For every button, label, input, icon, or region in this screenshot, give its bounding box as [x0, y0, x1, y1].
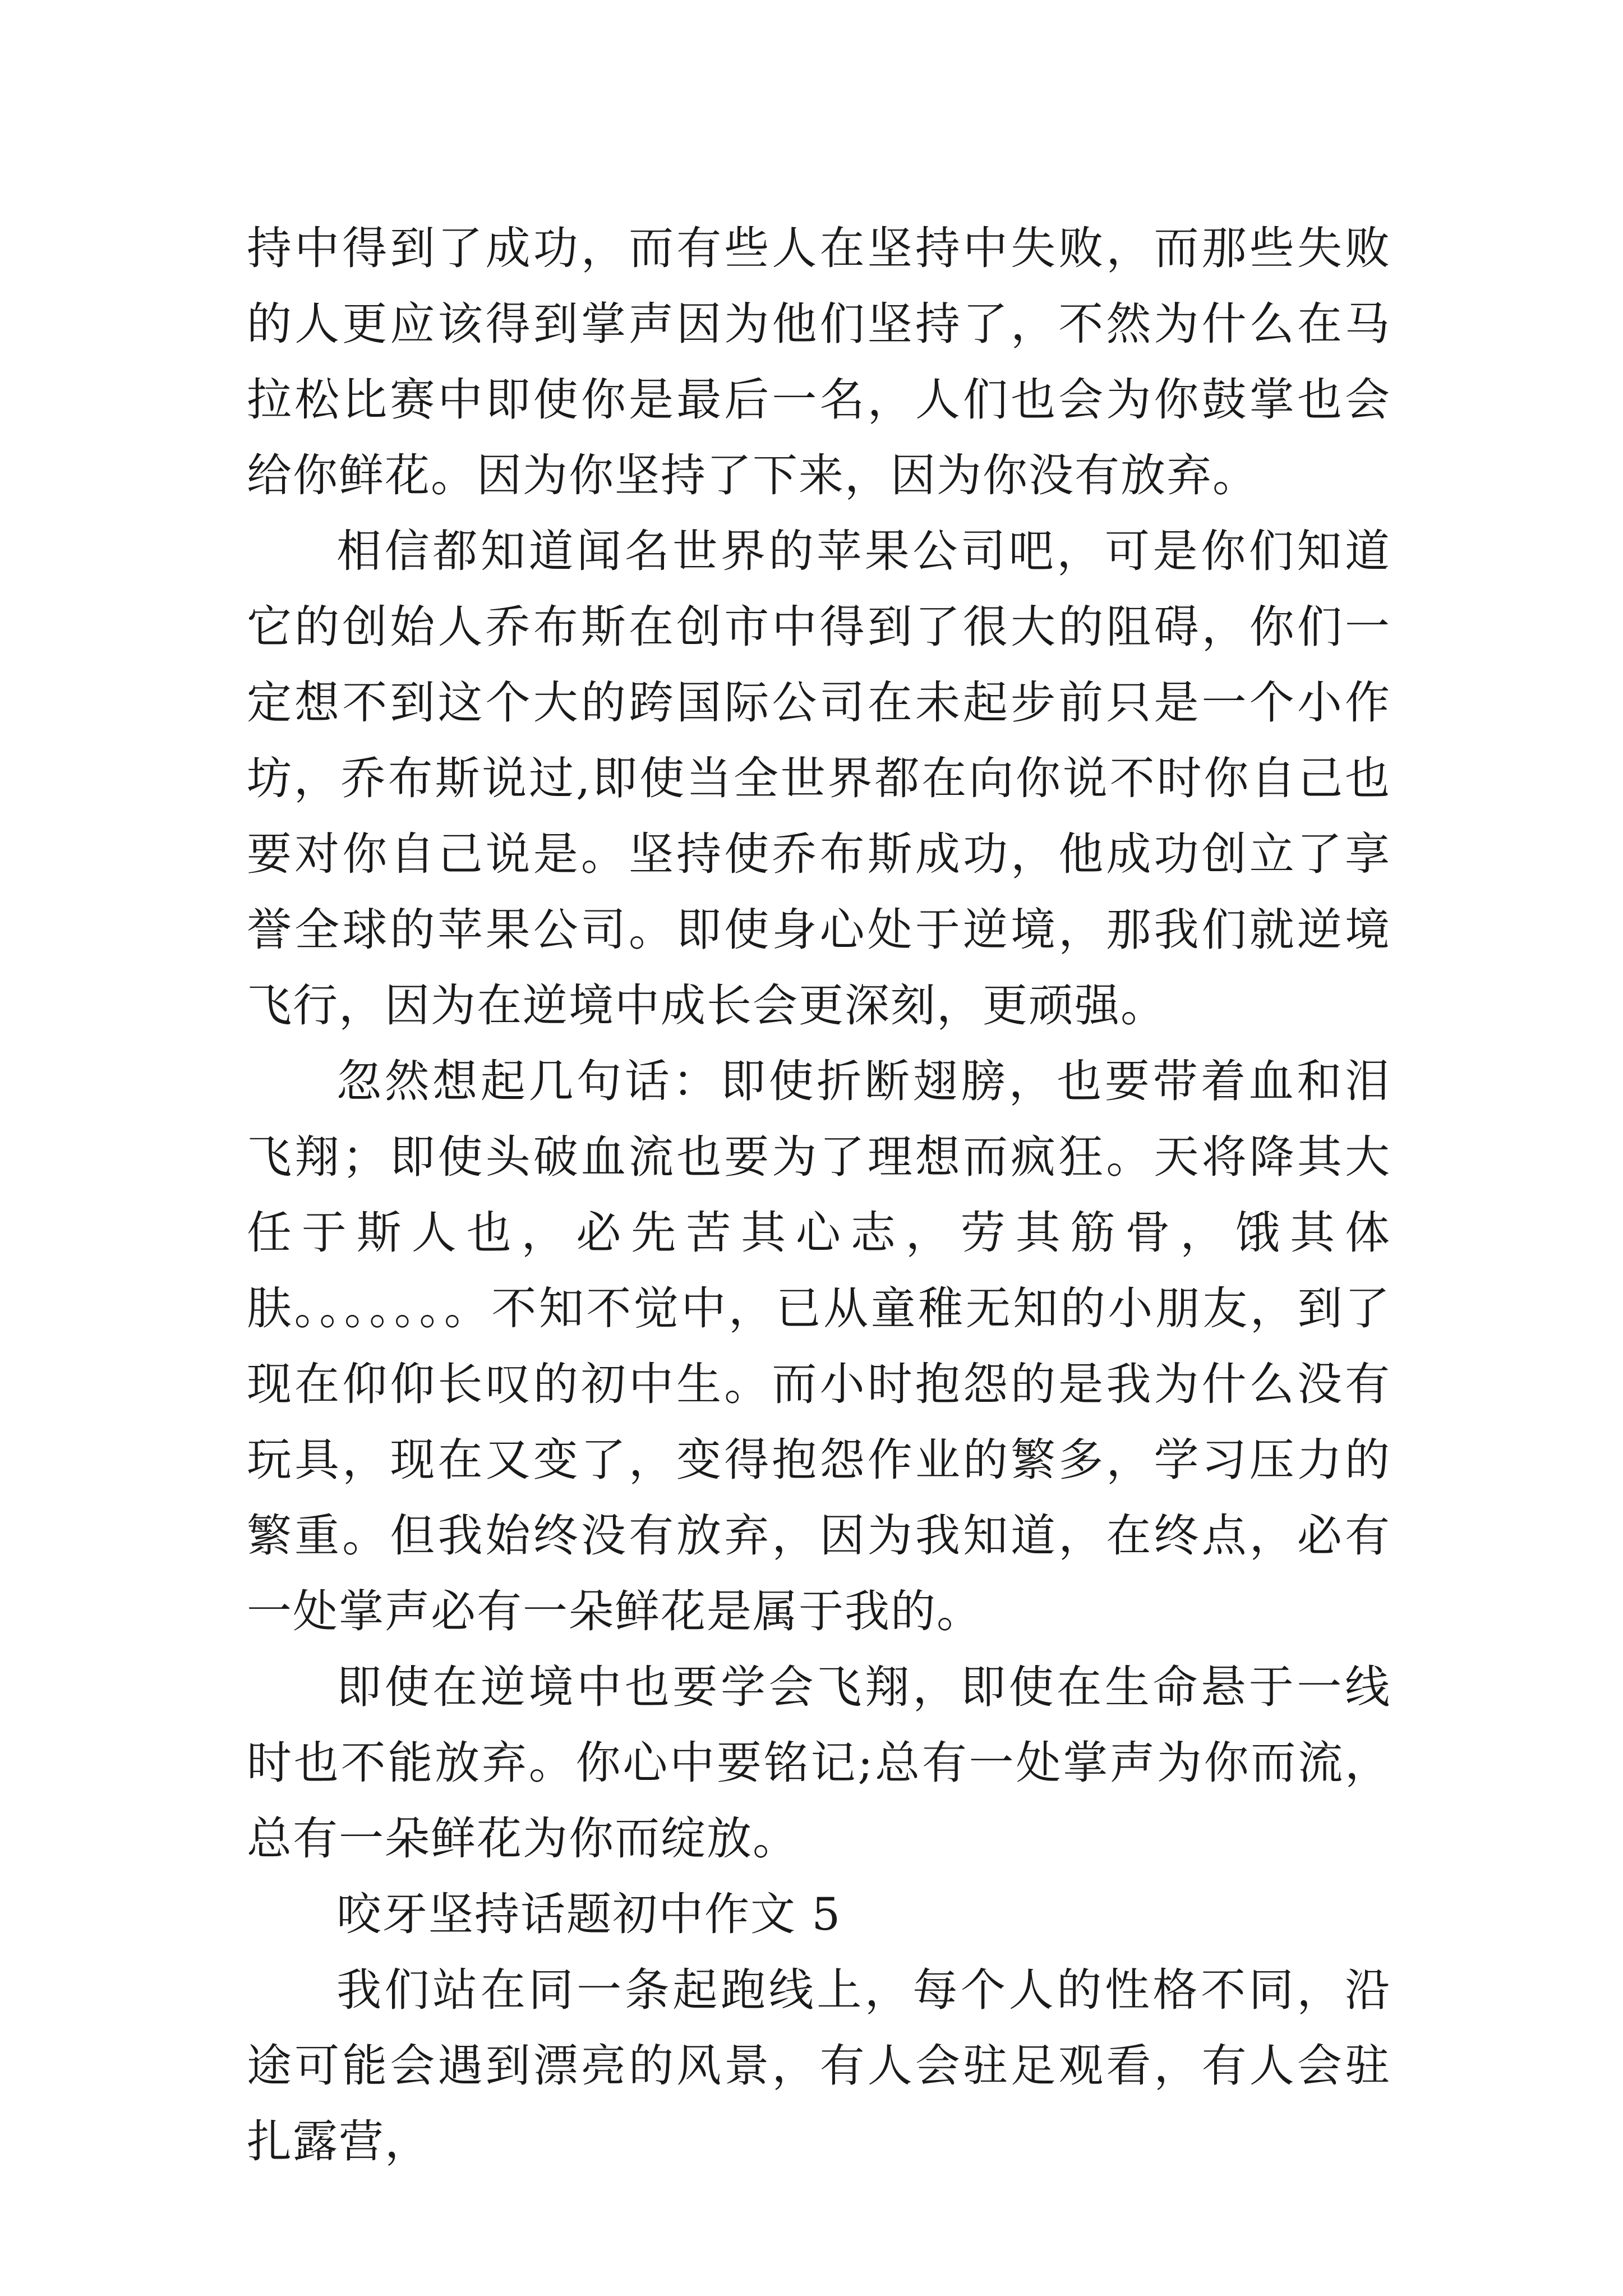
paragraph-sudden-thoughts: 忽然想起几句话：即使折断翅膀，也要带着血和泪飞翔；即使头破血流也要为了理想而疯狂。天将降其大任于斯人也，必先苦其心志，劳其筋骨，饿其体肤。。。。。。。不知不觉中，已从童稚无知的小朋友，到了现在仰仰长叹的初中生。而小时抱怨的是我为什么没有玩具，现在又变了，变得抱怨作业的繁多，学习压力的繁重。但我始终没有放弃，因为我知道，在终点，必有一处掌声必有一朵鲜花是属于我的。 [247, 1055, 1391, 1637]
document-body [247, 210, 1391, 2179]
paragraph-apple-jobs: 相信都知道闻名世界的苹果公司吧，可是你们知道它的创始人乔布斯在创市中得到了很大的阻碍，你们一定想不到这个大的跨国际公司在未起步前只是一个小作坊，乔布斯说过,即使当全世界都在向你说不时你自己也要对你自己说是。坚持使乔布斯成功，他成功创立了享誉全球的苹果公司。即使身心处于逆境，那我们就逆境飞行，因为在逆境中成长会更深刻，更顽强。 [247, 525, 1391, 1032]
paragraph-starting-line: 我们站在同一条起跑线上，每个人的性格不同，沿途可能会遇到漂亮的风景，有人会驻足观看，有人会驻扎露营， [247, 1964, 1391, 2168]
paragraph-conclusion: 即使在逆境中也要学会飞翔，即使在生命悬于一线时也不能放弃。你心中要铭记;总有一处掌声为你而流，总有一朵鲜花为你而绽放。 [247, 1661, 1391, 1865]
paragraph-continuation: 持中得到了成功，而有些人在坚持中失败，而那些失败的人更应该得到掌声因为他们坚持了，不然为什么在马拉松比赛中即使你是最后一名，人们也会为你鼓掌也会给你鲜花。因为你坚持了下来，因为你没有放弃。 [247, 222, 1391, 501]
essay-heading: 咬牙坚持话题初中作文 5 [336, 1888, 842, 1940]
